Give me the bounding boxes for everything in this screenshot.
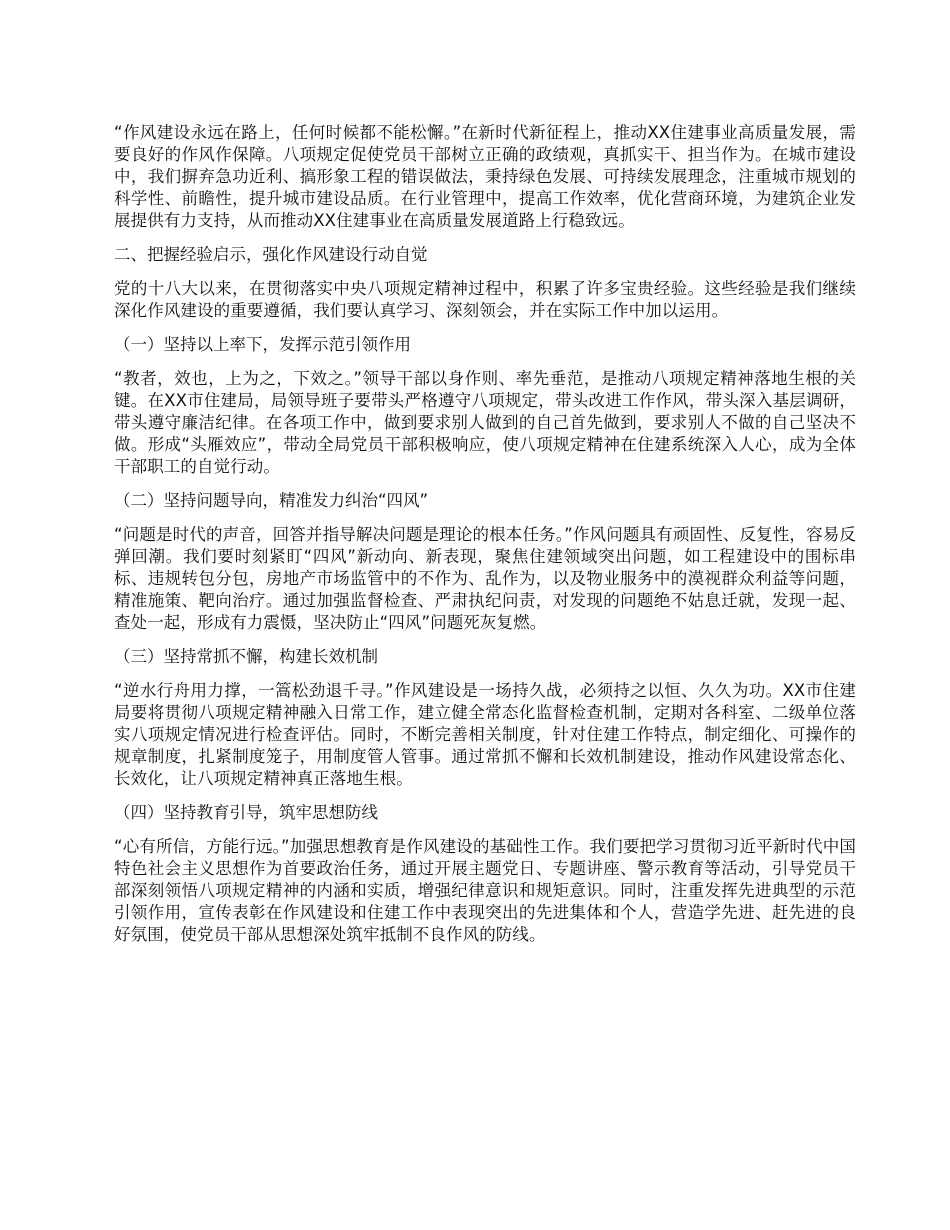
- section-2-paragraph: 党的十八大以来，在贯彻落实中央八项规定精神过程中，积累了许多宝贵经验。这些经验是我们继续深化作风建设的重要遵循，我们要认真学习、深刻领会，并在实际工作中加以运用。: [114, 279, 856, 320]
- section-2-heading: 二、把握经验启示，强化作风建设行动自觉: [114, 245, 428, 264]
- subsection-4-heading: （四）坚持教育引导，筑牢思想防线: [114, 803, 378, 822]
- subsection-2-paragraph: “问题是时代的声音，回答并指导解决问题是理论的根本任务。”作风问题具有顽固性、反复性，容易反弹回潮。我们要时刻紧盯“四风”新动向、新表现，聚焦住建领域突出问题，如工程建设中的围标串标、违规转包分包，房地产市场监管中的不作为、乱作为，以及物业服务中的漠视群众利益等问题，精准施策、靶向治疗。通过加强监督检查、严肃执纪问责，对发现的问题绝不姑息迁就，发现一起、查处一起，形成有力震慑，坚决防止“四风”问题死灰复燃。: [114, 525, 856, 632]
- document-page: [114, 122, 856, 958]
- intro-paragraph: “作风建设永远在路上，任何时候都不能松懈。”在新时代新征程上，推动XX住建事业高质量发展，需要良好的作风作保障。八项规定促使党员干部树立正确的政绩观，真抓实干、担当作为。在城市建设中，我们摒弃急功近利、搞形象工程的错误做法，秉持绿色发展、可持续发展理念，注重城市规划的科学性、前瞻性，提升城市建设品质。在行业管理中，提高工作效率，优化营商环境，为建筑企业发展提供有力支持，从而推动XX住建事业在高质量发展道路上行稳致远。: [114, 123, 856, 230]
- subsection-1-heading: （一）坚持以上率下，发挥示范引领作用: [114, 335, 411, 354]
- subsection-3-paragraph: “逆水行舟用力撑，一篙松劲退千寻。”作风建设是一场持久战，必须持之以恒、久久为功。XX市住建局要将贯彻八项规定精神融入日常工作，建立健全常态化监督检查机制，定期对各科室、二级单位落实八项规定情况进行检查评估。同时，不断完善相关制度，针对住建工作特点，制定细化、可操作的规章制度，扎紧制度笼子，用制度管人管事。通过常抓不懈和长效机制建设，推动作风建设常态化、长效化，让八项规定精神真正落地生根。: [114, 681, 856, 788]
- subsection-1-paragraph: “教者，效也，上为之，下效之。”领导干部以身作则、率先垂范，是推动八项规定精神落地生根的关键。在XX市住建局，局领导班子要带头严格遵守八项规定，带头改进工作作风，带头深入基层调研，带头遵守廉洁纪律。在各项工作中，做到要求别人做到的自己首先做到，要求别人不做的自己坚决不做。形成“头雁效应”，带动全局党员干部积极响应，使八项规定精神在住建系统深入人心，成为全体干部职工的自觉行动。: [114, 369, 856, 476]
- subsection-2-heading: （二）坚持问题导向，精准发力纠治“四风”: [114, 491, 429, 510]
- subsection-4-paragraph: “心有所信，方能行远。”加强思想教育是作风建设的基础性工作。我们要把学习贯彻习近平新时代中国特色社会主义思想作为首要政治任务，通过开展主题党日、专题讲座、警示教育等活动，引导党员干部深刻领悟八项规定精神的内涵和实质，增强纪律意识和规矩意识。同时，注重发挥先进典型的示范引领作用，宣传表彰在作风建设和住建工作中表现突出的先进集体和个人，营造学先进、赶先进的良好氛围，使党员干部从思想深处筑牢抵制不良作风的防线。: [114, 837, 856, 944]
- subsection-3-heading: （三）坚持常抓不懈，构建长效机制: [114, 647, 378, 666]
